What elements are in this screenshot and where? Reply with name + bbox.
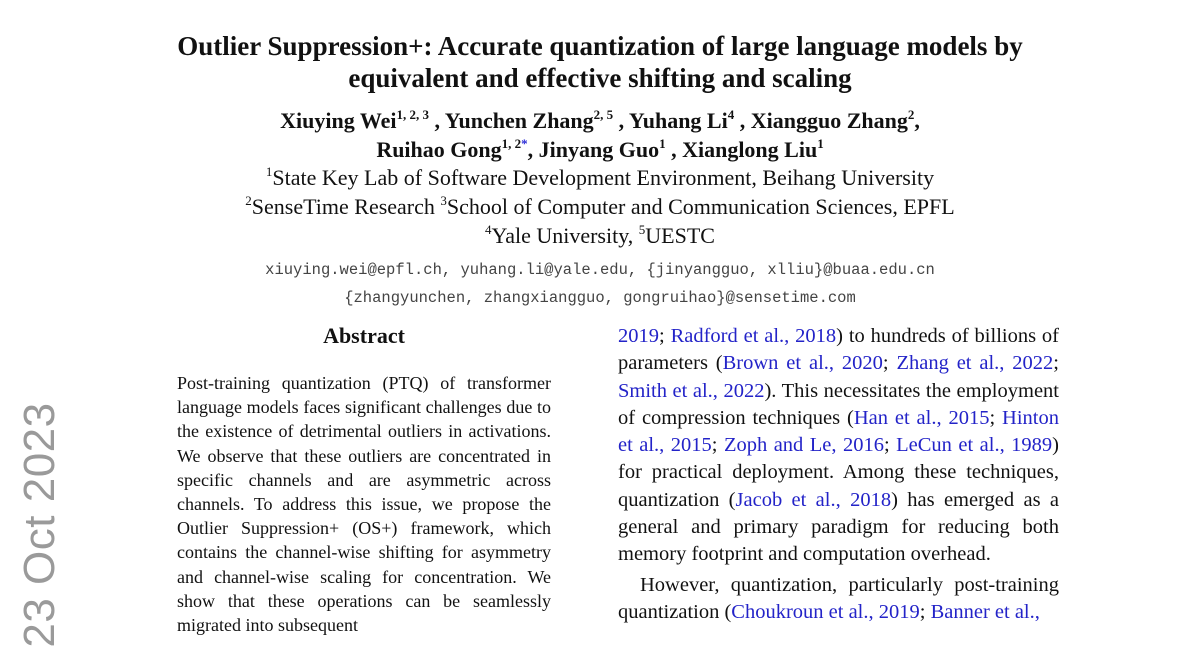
citation-link[interactable]: Zoph and Le, 2016 (723, 434, 884, 457)
citation-link[interactable]: Radford et al., 2018 (670, 325, 837, 347)
affiliation-list (120, 163, 1080, 250)
intro-paragraph-2: However, quantization, particularly post-training quantization (Choukroun et al., 2019; Banner et al., (618, 573, 1059, 623)
email-line-1: xiuying.wei@epfl.ch, yuhang.li@yale.edu, {jinyangguo, xlliu}@buaa.edu.cn (265, 261, 935, 279)
affiliation-line-2: $^2$SenseTime Research $^3$School of Computer and Communication Sciences, EPFL (245, 193, 955, 219)
author-affil-sup: 2 (907, 107, 915, 122)
citation-link[interactable]: 2019 (618, 325, 659, 347)
citation-link[interactable]: Han et al., 2015 (853, 406, 990, 429)
author-affil-sup: 4 (727, 107, 735, 122)
affiliation-text: School of Computer and Communication Sciences, EPFL (446, 194, 955, 219)
introduction-column (618, 323, 1059, 626)
citation-link[interactable]: Jacob et al., 2018 (735, 488, 892, 511)
arxiv-date-text: 23 Oct 2023 (15, 402, 64, 648)
author-affil-sup: 1, 2* (501, 136, 528, 151)
email-block (120, 256, 1080, 312)
affiliation-text: SenseTime Research (251, 194, 441, 219)
intro-paragraph-1: 2019; Radford et al., 2018) to hundreds of billions of parameters (Brown et al., 2020; Zhang et al., 2022; Smith et al., 2022). This necessitates the employment of compression techniques (Han et al., 2015; Hinton et al., 2015; Zoph and Le, 2016; LeCun et al., 1989) for practical deployment. Among these techniques, quantization (Jacob et al., 2018) has emerged as a general and primary paradigm for reducing both memory footprint and computation overhead. (618, 325, 1060, 566)
title-line-1: Outlier Suppression+: Accurate quantization of large language models by (177, 31, 1023, 61)
author-affil-sup: 2, 5 (593, 107, 614, 122)
paper-title (120, 30, 1080, 94)
affiliation-text: State Key Lab of Software Development Environment, Beihang University (272, 165, 935, 190)
email-line-2: {zhangyunchen, zhangxiangguo, gongruihao}@sensetime.com (344, 289, 856, 307)
author-affil-sup: 1 (659, 136, 666, 151)
citation-link[interactable]: LeCun et al., 1989 (896, 434, 1053, 457)
affiliation-text: Yale University, (491, 223, 639, 248)
author-name: Jinyang Guo (538, 137, 660, 162)
citation-link[interactable]: Hinton et al., 2015 (618, 406, 1059, 457)
citation-link[interactable]: Banner et al., (930, 600, 1040, 623)
affiliation-line-3: $^4$Yale University, $^5$UESTC (485, 222, 715, 248)
affiliation-text: UESTC (645, 223, 715, 248)
citation-link[interactable]: Smith et al., 2022 (618, 379, 765, 402)
corresponding-author-marker[interactable]: * (521, 136, 528, 151)
author-affil-sup: 1 (817, 136, 824, 151)
citation-link[interactable]: Brown et al., 2020 (722, 352, 883, 375)
abstract-body: Post-training quantization (PTQ) of transformer language models faces significant challenges due to the existence of detrimental outliers in activations. We observe that these outliers are concentrated in specific channels and are asymmetric across channels. To address this issue, we propose the Outlier Suppression+ (OS+) framework, which contains the channel-wise shifting for asymmetry and channel-wise scaling for concentration. We show that these operations can be seamlessly migrated into subsequent (177, 373, 551, 636)
author-name: Ruihao Gong (376, 137, 502, 162)
citation-link[interactable]: Choukroun et al., 2019 (731, 600, 920, 623)
author-name: Yunchen Zhang (444, 108, 594, 133)
author-affil-sup: 1, 2, 3 (396, 107, 429, 122)
abstract-heading: Abstract (323, 323, 405, 348)
author-name: Xianglong Liu (682, 137, 818, 162)
title-line-2: equivalent and effective shifting and scaling (348, 63, 852, 93)
author-name: Yuhang Li (628, 108, 728, 133)
citation-link[interactable]: Zhang et al., 2022 (896, 352, 1054, 375)
author-list (120, 106, 1080, 164)
author-line-2: Ruihao Gong$^{1, 2*}$, Jinyang Guo$^1$ , Xianglong Liu$^1$ (376, 136, 824, 162)
arxiv-date-stamp (15, 402, 64, 648)
author-name: Xiuying Wei (280, 108, 397, 133)
affiliation-line-1: $^1$State Key Lab of Software Development Environment, Beihang University (265, 164, 935, 190)
author-line-1: Xiuying Wei$^{1, 2, 3}$ , Yunchen Zhang$^{2, 5}$ , Yuhang Li$^4$ , Xiangguo Zhang$^2$, (280, 107, 920, 133)
author-name: Xiangguo Zhang (750, 108, 908, 133)
